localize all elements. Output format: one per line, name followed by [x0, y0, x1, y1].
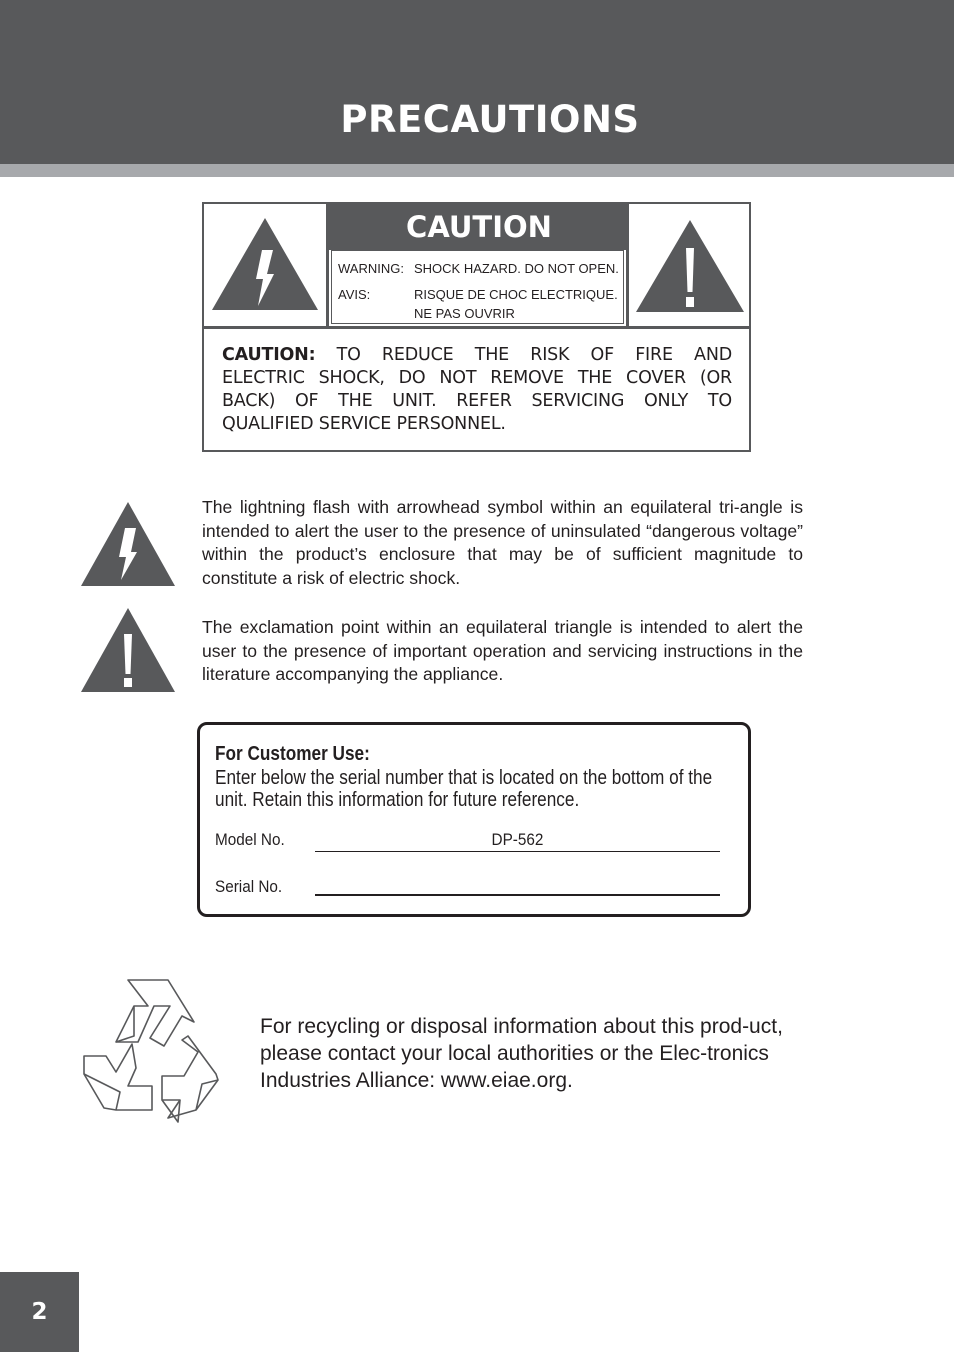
avis-value-line1: RISQUE DE CHOC ELECTRIQUE. — [414, 287, 618, 302]
warning-value: SHOCK HAZARD. DO NOT OPEN. — [414, 261, 619, 276]
model-label: Model No. — [215, 830, 285, 849]
warning-key: WARNING: — [338, 261, 404, 276]
customer-use-title: For Customer Use: — [215, 743, 370, 765]
caution-title: CAUTION — [406, 210, 552, 244]
exclamation-explanation: The exclamation point within an equilateral triangle is intended to alert the user to the presence of important operation and servicing instructions in the literature accompanying the appliance. — [202, 617, 803, 684]
recycle-icon — [76, 976, 226, 1126]
serial-label: Serial No. — [215, 877, 283, 896]
divider — [626, 204, 629, 326]
lightning-warning-icon — [210, 216, 320, 312]
caution-statement — [222, 344, 732, 436]
caution-label-top — [204, 204, 749, 326]
page-number-tab — [0, 1272, 79, 1352]
customer-use-description: Enter below the serial number that is located on the bottom of the unit. Retain this information for future reference. — [215, 767, 713, 811]
model-value: DP-562 — [491, 830, 544, 849]
model-field-line — [315, 851, 720, 852]
caution-line4: QUALIFIED SERVICE PERSONNEL. — [222, 414, 506, 434]
exclamation-warning-icon — [79, 606, 177, 694]
customer-use-box — [197, 722, 751, 917]
avis-value-line2: NE PAS OUVRIR — [414, 306, 515, 321]
serial-field-line — [315, 894, 720, 896]
caution-label-center — [329, 204, 626, 326]
lightning-warning-icon — [79, 500, 177, 588]
caution-warning-panel — [331, 250, 624, 324]
caution-lead: CAUTION: — [222, 345, 316, 365]
page-number: 2 — [31, 1299, 48, 1325]
recycling-info: For recycling or disposal information about this prod-uct, please contact your local authorities or the Elec-tronics Industries Alliance: www.eiae.org. — [260, 1015, 783, 1092]
divider — [204, 326, 749, 329]
lightning-explanation: The lightning flash with arrowhead symbol within an equilateral tri-angle is intended to alert the user to the presence of uninsulated “dangerous voltage” within the product’s enclosure that may be of sufficient magnitude to constitute a risk of electric shock. — [202, 497, 803, 588]
caution-line2: ELECTRIC SHOCK, DO NOT REMOVE THE COVER (OR — [222, 368, 732, 388]
avis-key: AVIS: — [338, 287, 371, 302]
header-strip — [0, 164, 954, 177]
caution-line1: TO REDUCE THE RISK OF FIRE AND — [336, 345, 732, 365]
caution-line3: BACK) OF THE UNIT. REFER SERVICING ONLY TO — [222, 391, 732, 411]
exclamation-warning-icon — [634, 218, 746, 314]
page-title: PRECAUTIONS — [340, 98, 640, 141]
caution-label — [202, 202, 751, 452]
